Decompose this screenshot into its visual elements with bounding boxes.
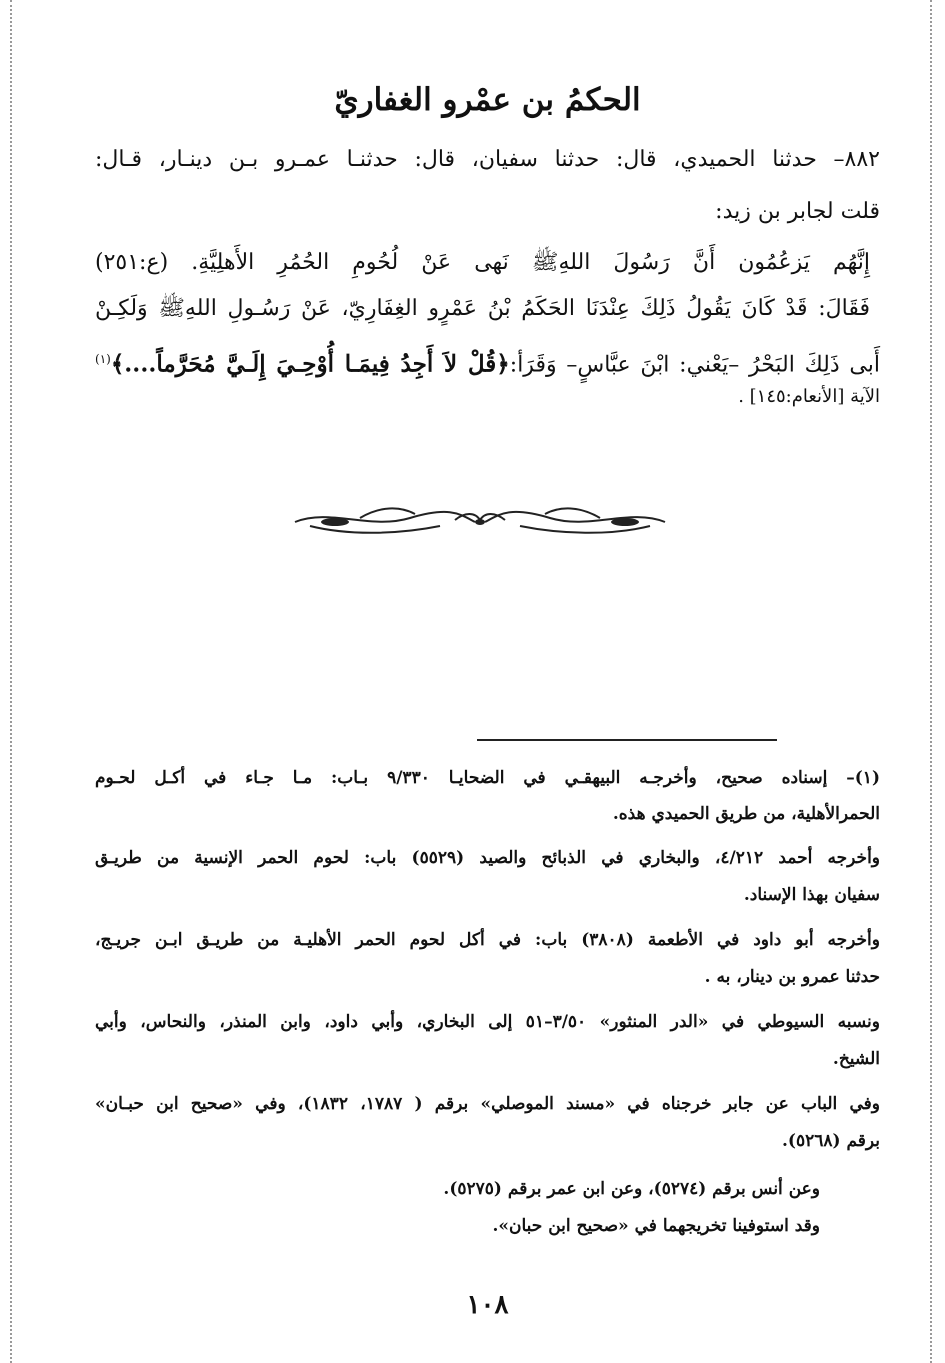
quran-verse: ﴿قُلْ لاَ أَجِدُ فِيمَـا أُوْحِـيَ إِلَـيَّ مُحَرَّماً....﴾ [110, 350, 510, 378]
footnote-line-8: الشيخ. [832, 1049, 880, 1069]
hadith-line-2: قلت لجابر بن زيد: [715, 199, 880, 224]
footnote-line-4: سفيان بهذا الإسناد. [743, 885, 880, 905]
footnote-line-2: الحمرالأهلية، من طريق الحميدي هذه. [612, 804, 880, 824]
scan-margin-dots-left [10, 0, 12, 1363]
hadith-line-1: ٨٨٢– حدثنا الحميدي، قال: حدثنا سفيان، قال: حدثنـا عمـرو بـن دينـار، قـال: [95, 147, 880, 172]
scan-margin-dots-right [930, 0, 932, 1363]
hadith-line-5 [95, 342, 880, 382]
footnote-separator [477, 739, 777, 741]
footnote-line-11: وعن أنس برقم (٥٢٧٤)، وعن ابن عمر برقم (٥٢٧٥). [443, 1179, 820, 1199]
footnote-line-12: وقد استوفينا تخريجهما في «صحيح ابن حبان». [492, 1216, 820, 1236]
page-number: ١٠٨ [466, 1290, 509, 1320]
hadith-line-5-text: أَبى ذَلِكَ البَحْرُ –يَعْني: ابْنَ عبَّاسٍ– وَقَرَأ: [509, 352, 880, 378]
hadith-line-6: الآية [الأنعام:١٤٥] . [738, 386, 880, 407]
hadith-line-3: إِنَّهُم يَزعُمُون أَنَّ رَسُولَ اللهِﷺ نَهى عَنْ لُحُومِ الحُمُرِ الأَهلِيَّةِ. (ع:٢٥١) [95, 250, 870, 275]
ornament-divider [290, 500, 670, 540]
footnote-line-6: حدثنا عمرو بن دينار، به . [704, 967, 880, 987]
footnote-ref: (١) [95, 352, 111, 366]
chapter-title: الحكمُ بن عمْرو الغفاريّ [334, 82, 641, 118]
footnote-line-5: وأخرجه أبو داود في الأطعمة (٣٨٠٨) باب: في أكل لحوم الحمر الأهليـة من طريـق ابـن جريـج، [95, 930, 880, 950]
footnote-line-3: وأخرجه أحمد ٤/٢١٢، والبخاري في الذبائح والصيد (٥٥٢٩) باب: لحوم الحمر الإنسية من طريـق [95, 848, 881, 868]
footnote-line-9: وفي الباب عن جابر خرجناه في «مسند الموصلي» برقم ( ١٧٨٧، ١٨٣٢)، وفي «صحيح ابن حبـان» [95, 1094, 881, 1114]
footnote-line-10: برقم (٥٢٦٨). [781, 1131, 880, 1151]
footnote-line-1: (١)– إسناده صحيح، وأخرجـه البيهقـي في الضحايـا ٩/٣٣٠ بـاب: مـا جـاء في أكـل لحـوم [95, 768, 880, 788]
hadith-line-4: فَقَالَ: قَدْ كَانَ يَقُولُ ذَلِكَ عِنْدَنَا الحَكَمُ بْنُ عَمْرٍو الغِفَارِيّ، عَنْ رَسُـولِ اللهِﷺ وَلَكِـنْ [95, 296, 870, 321]
footnote-line-7: ونسبه السيوطي في «الدر المنثور» ٣/٥٠–٥١ إلى البخاري، وأبي داود، وابن المنذر، والنحاس، وأبي [95, 1012, 881, 1032]
